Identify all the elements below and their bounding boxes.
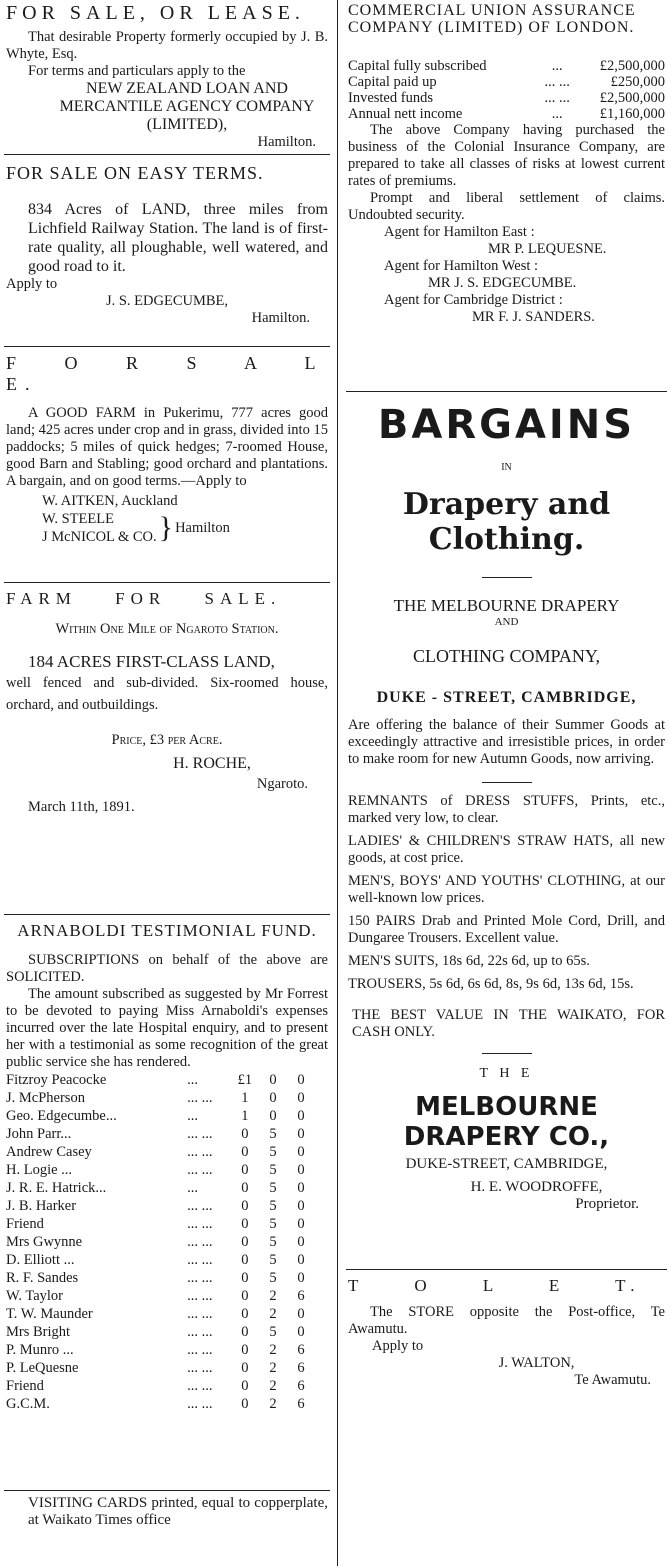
- subscriber-name: P. Munro ...: [6, 1342, 74, 1358]
- ad-title: FARM FOR SALE.: [6, 589, 282, 608]
- ad-farm-for-sale: [4, 589, 330, 911]
- ad-proprietor-label: Proprietor.: [575, 1196, 639, 1212]
- agent-west-label: Agent for Hamilton West :: [384, 258, 539, 274]
- subscriber-pence: 0: [297, 1234, 305, 1250]
- column-rule: [337, 0, 338, 1566]
- subscriber-shillings: 5: [269, 1126, 277, 1142]
- subscriber-shillings: 2: [269, 1306, 277, 1322]
- ad-body: The STORE opposite the Post-office, Te Awamutu.: [348, 1304, 665, 1337]
- ad-terms: For terms and particulars apply to the: [28, 63, 246, 79]
- ad-place: Hamilton.: [251, 310, 310, 326]
- subscriber-shillings: 5: [269, 1162, 277, 1178]
- divider: [4, 582, 330, 583]
- right-column: [346, 0, 667, 1566]
- ad-body-purchase: The above Company having purchased the business of the Colonial Insurance Company, are prepared to take all classes of risks at lowest current rates of premiums.: [348, 122, 665, 189]
- ad-place: Ngaroto.: [256, 776, 308, 792]
- ad-company: NEW ZEALAND LOAN AND MERCANTILE AGENCY COMPANY (LIMITED),: [59, 80, 315, 133]
- ad-body-description: The amount subscribed as suggested by Mr Forrest to be devoted to paying Miss Arnaboldi's expenses incurred over the late Hospital enquiry, and to present her with a testimonial as some recognition of the great public service she has rendered.: [6, 986, 328, 1070]
- subscriber-pounds: 0: [241, 1126, 249, 1142]
- subscriber-row: [6, 1323, 315, 1341]
- drapery-item: REMNANTS of DRESS STUFFS, Prints, etc., marked very low, to clear.: [348, 793, 665, 826]
- capital-label: Capital paid up: [348, 74, 437, 90]
- subscriber-name: Friend: [6, 1216, 44, 1232]
- divider: [4, 914, 330, 915]
- subscriber-shillings: 0: [269, 1072, 277, 1088]
- subscriber-pence: 6: [297, 1360, 305, 1376]
- subscriber-shillings: 2: [269, 1396, 277, 1412]
- capital-label: Capital fully subscribed: [348, 58, 487, 74]
- ad-proprietor-name: H. E. WOODROFFE,: [470, 1179, 603, 1195]
- subscriber-shillings: 5: [269, 1324, 277, 1340]
- subscriber-name: R. F. Sandes: [6, 1270, 79, 1286]
- ad-body: well fenced and sub-divided. Six-roomed house, orchard, and outbuildings.: [6, 675, 328, 713]
- agent-steele: W. STEELE: [42, 511, 114, 527]
- divider: [346, 1269, 667, 1270]
- subscriber-name: J. R. E. Hatrick...: [6, 1180, 107, 1196]
- subscriber-dots: ... ...: [187, 1306, 213, 1322]
- subscriber-pounds: 0: [241, 1324, 249, 1340]
- ad-headline: BARGAINS: [377, 402, 636, 448]
- subscriber-shillings: 5: [269, 1198, 277, 1214]
- divider: [4, 154, 330, 155]
- subscriber-dots: ... ...: [187, 1378, 213, 1394]
- ad-apply: Apply to: [372, 1338, 424, 1354]
- subscriber-pence: 0: [297, 1144, 305, 1160]
- subscriber-pounds: 0: [241, 1378, 249, 1394]
- capital-label: Annual nett income: [348, 106, 463, 122]
- subscriber-row: [6, 1359, 315, 1377]
- subscriber-name: T. W. Maunder: [6, 1306, 93, 1322]
- drapery-item: MEN'S, BOYS' AND YOUTHS' CLOTHING, at our well-known low prices.: [348, 873, 665, 906]
- subscriber-dots: ... ...: [187, 1162, 213, 1178]
- subscriber-row: [6, 1215, 315, 1233]
- ad-title: COMMERCIAL UNION ASSURANCE COMPANY (LIMITED) OF LONDON.: [348, 2, 636, 36]
- ad-body: VISITING CARDS printed, equal to copperplate, at Waikato Times office: [28, 1495, 328, 1528]
- ad-commercial-union: [346, 2, 667, 388]
- subscriber-pence: 6: [297, 1342, 305, 1358]
- capital-value: £250,000: [610, 74, 665, 90]
- ad-in: IN: [501, 462, 512, 473]
- subscriber-name: G.C.M.: [6, 1396, 50, 1412]
- subscriber-dots: ... ...: [187, 1144, 213, 1160]
- subscriber-name: Mrs Bright: [6, 1324, 71, 1340]
- ad-company-line1: THE MELBOURNE DRAPERY: [393, 596, 620, 615]
- subscriber-pounds: 0: [241, 1252, 249, 1268]
- capital-value: £2,500,000: [599, 90, 665, 106]
- ad-body-claims: Prompt and liberal settlement of claims. Undoubted security.: [348, 190, 665, 223]
- drapery-item: MEN'S SUITS, 18s 6d, 22s 6d, up to 65s.: [348, 953, 590, 969]
- subscriber-pounds: 0: [241, 1234, 249, 1250]
- subscriber-pounds: 0: [241, 1396, 249, 1412]
- subscriber-shillings: 5: [269, 1180, 277, 1196]
- subscriber-dots: ... ...: [187, 1216, 213, 1232]
- subscriber-dots: ... ...: [187, 1342, 213, 1358]
- subscriber-dots: ... ...: [187, 1198, 213, 1214]
- divider: [4, 1490, 330, 1491]
- ad-place: Te Awamutu.: [574, 1372, 651, 1388]
- subscriber-name: P. LeQuesne: [6, 1360, 79, 1376]
- subscriber-pence: 0: [297, 1162, 305, 1178]
- subscriber-row: [6, 1305, 315, 1323]
- divider: [482, 782, 532, 783]
- divider: [4, 346, 330, 347]
- subscriber-pounds: 0: [241, 1216, 249, 1232]
- ad-apply: Apply to: [6, 276, 58, 292]
- subscriber-dots: ...: [187, 1180, 198, 1196]
- subscriber-shillings: 2: [269, 1288, 277, 1304]
- subscriber-pence: 0: [297, 1216, 305, 1232]
- subscriber-pence: 0: [297, 1180, 305, 1196]
- subscriber-shillings: 5: [269, 1234, 277, 1250]
- subscriber-row: [6, 1107, 315, 1125]
- subscriber-name: D. Elliott ...: [6, 1252, 75, 1268]
- subscriber-pence: 0: [297, 1324, 305, 1340]
- subscriber-name: Fitzroy Peacocke: [6, 1072, 107, 1088]
- ad-best-value: THE BEST VALUE IN THE WAIKATO, FOR CASH ONLY.: [352, 1007, 665, 1040]
- drapery-item: LADIES' & CHILDREN'S STRAW HATS, all new goods, at cost price.: [348, 833, 665, 866]
- subscriber-pence: 0: [297, 1306, 305, 1322]
- subscriber-pounds: 0: [241, 1270, 249, 1286]
- subscriber-dots: ... ...: [187, 1126, 213, 1142]
- ad-title: T O L E T.: [348, 1276, 641, 1295]
- ad-body: A GOOD FARM in Pukerimu, 777 acres good land; 425 acres under crop and in grass, divided into 15 paddocks; 5 miles of quick hedges; 7-roomed House, good Barn and Stabling; good orchard and plantations. A bargain, and on good terms.—Apply to: [6, 405, 328, 489]
- subscriber-row: [6, 1377, 315, 1395]
- subscriber-dots: ... ...: [187, 1288, 213, 1304]
- subscriber-dots: ... ...: [187, 1234, 213, 1250]
- subscriber-name: Friend: [6, 1378, 44, 1394]
- ad-body-solicited: SUBSCRIPTIONS on behalf of the above are SOLICITED.: [6, 952, 328, 985]
- subscriber-name: Mrs Gwynne: [6, 1234, 83, 1250]
- subscriber-table: [6, 1071, 315, 1413]
- subscriber-name: J. McPherson: [6, 1090, 85, 1106]
- ad-title: ARNABOLDI TESTIMONIAL FUND.: [17, 921, 317, 940]
- ad-melbourne-drapery: [346, 402, 667, 1266]
- subscriber-pence: 0: [297, 1270, 305, 1286]
- subscriber-dots: ... ...: [187, 1270, 213, 1286]
- agent-east-label: Agent for Hamilton East :: [384, 224, 535, 240]
- capital-value: £2,500,000: [599, 58, 665, 74]
- ad-body: That desirable Property formerly occupied by J. B. Whyte, Esq.: [6, 29, 328, 62]
- subscriber-shillings: 5: [269, 1216, 277, 1232]
- ad-company-big: MELBOURNE DRAPERY CO.,: [403, 1092, 610, 1152]
- divider: [482, 1053, 532, 1054]
- ad-for-sale-easy-terms: [4, 163, 330, 343]
- ad-headline: 184 ACRES FIRST-CLASS LAND,: [28, 652, 275, 671]
- agent-aitken: W. AITKEN, Auckland: [42, 493, 178, 509]
- left-column: [4, 0, 330, 1566]
- ad-farm-pukerimu: [4, 353, 330, 579]
- ad-title: F O R S A L E.: [6, 353, 323, 394]
- agent-place: Hamilton: [175, 520, 230, 536]
- drapery-item: TROUSERS, 5s 6d, 6s 6d, 8s, 9s 6d, 13s 6d, 15s.: [348, 976, 634, 992]
- subscriber-dots: ... ...: [187, 1360, 213, 1376]
- ad-company-line2: CLOTHING COMPANY,: [412, 646, 601, 666]
- ad-date: March 11th, 1891.: [28, 799, 135, 815]
- subscriber-row: [6, 1161, 315, 1179]
- subscriber-name: J. B. Harker: [6, 1198, 77, 1214]
- subscriber-dots: ... ...: [187, 1252, 213, 1268]
- subscriber-pounds: 1: [241, 1108, 249, 1124]
- subscriber-row: [6, 1071, 315, 1089]
- agent-mcnicol: J McNICOL & CO.: [42, 529, 157, 545]
- subscriber-pence: 0: [297, 1252, 305, 1268]
- subscriber-row: [6, 1251, 315, 1269]
- subscriber-dots: ...: [187, 1108, 198, 1124]
- subscriber-shillings: 0: [269, 1108, 277, 1124]
- subscriber-row: [6, 1089, 315, 1107]
- capital-dots: ... ...: [544, 74, 570, 90]
- subscriber-pounds: 0: [241, 1162, 249, 1178]
- capital-dots: ...: [551, 58, 563, 74]
- divider: [482, 577, 532, 578]
- capital-row: [348, 106, 665, 122]
- subscriber-name: John Parr...: [6, 1126, 72, 1142]
- ad-visiting-cards: [4, 1495, 330, 1529]
- ad-the: T H E: [479, 1066, 534, 1081]
- ad-price: Price, £3 per Acre.: [111, 732, 223, 748]
- subscriber-pence: 0: [297, 1072, 305, 1088]
- ad-title: FOR SALE ON EASY TERMS.: [6, 163, 264, 183]
- drapery-item: 150 PAIRS Drab and Printed Mole Cord, Drill, and Dungaree Trousers. Excellent value.: [348, 913, 665, 946]
- drapery-items: [348, 793, 665, 993]
- subscriber-pounds: 0: [241, 1180, 249, 1196]
- subscriber-shillings: 2: [269, 1378, 277, 1394]
- subscriber-row: [6, 1341, 315, 1359]
- agent-cambridge-name: MR F. J. SANDERS.: [472, 309, 595, 325]
- agent-cambridge-label: Agent for Cambridge District :: [384, 292, 563, 308]
- subscriber-row: [6, 1287, 315, 1305]
- subscriber-pence: 0: [297, 1198, 305, 1214]
- ad-body: 834 Acres of LAND, three miles from Lichfield Railway Station. The land is of first-rate quality, all ploughable, well watered, and good road to it.: [28, 201, 328, 275]
- subscriber-name: Andrew Casey: [6, 1144, 92, 1160]
- subscriber-pounds: £1: [237, 1072, 253, 1088]
- ad-subline: Drapery and Clothing.: [402, 487, 611, 557]
- subscriber-dots: ... ...: [187, 1396, 213, 1412]
- ad-title: FOR SALE, OR LEASE.: [6, 2, 305, 24]
- ad-name: J. WALTON,: [498, 1355, 575, 1371]
- subscriber-pounds: 0: [241, 1360, 249, 1376]
- subscriber-dots: ... ...: [187, 1090, 213, 1106]
- agent-west-name: MR J. S. EDGECUMBE.: [428, 275, 577, 291]
- subscriber-shillings: 5: [269, 1252, 277, 1268]
- ad-name: J. S. EDGECUMBE,: [105, 293, 229, 309]
- subscriber-shillings: 5: [269, 1270, 277, 1286]
- subscriber-pence: 6: [297, 1378, 305, 1394]
- subscriber-pounds: 0: [241, 1288, 249, 1304]
- subscriber-name: W. Taylor: [6, 1288, 63, 1304]
- capital-value: £1,160,000: [599, 106, 665, 122]
- ad-body: Are offering the balance of their Summer Goods at exceedingly attractive and irresistible prices, in order to make room for new Autumn Goods, now arriving.: [348, 717, 665, 767]
- capital-dots: ...: [551, 106, 563, 122]
- subscriber-shillings: 5: [269, 1144, 277, 1160]
- agent-east-name: MR P. LEQUESNE.: [488, 241, 607, 257]
- subscriber-dots: ... ...: [187, 1324, 213, 1340]
- subscriber-dots: ...: [187, 1072, 198, 1088]
- brace-icon: }: [158, 511, 174, 544]
- capital-label: Invested funds: [348, 90, 433, 106]
- ad-for-sale-or-lease: [4, 2, 330, 151]
- subscriber-row: [6, 1125, 315, 1143]
- capital-row: [348, 90, 665, 106]
- subscriber-row: [6, 1233, 315, 1251]
- subscriber-shillings: 2: [269, 1360, 277, 1376]
- ad-place: Hamilton.: [257, 134, 316, 150]
- ad-subtitle: Within One Mile of Ngaroto Station.: [55, 621, 279, 637]
- subscriber-shillings: 2: [269, 1342, 277, 1358]
- subscriber-row: [6, 1143, 315, 1161]
- subscriber-row: [6, 1197, 315, 1215]
- capital-row: [348, 58, 665, 74]
- ad-name: H. ROCHE,: [173, 755, 251, 772]
- capital-dots: ... ...: [544, 90, 570, 106]
- ad-and: AND: [494, 616, 519, 628]
- capital-row: [348, 74, 665, 90]
- subscriber-pounds: 1: [241, 1090, 249, 1106]
- subscriber-pounds: 0: [241, 1198, 249, 1214]
- ad-street: DUKE - STREET, CAMBRIDGE,: [376, 689, 637, 706]
- subscriber-row: [6, 1179, 315, 1197]
- subscriber-row: [6, 1269, 315, 1287]
- subscriber-pence: 0: [297, 1126, 305, 1142]
- subscriber-name: Geo. Edgecumbe...: [6, 1108, 117, 1124]
- subscriber-pence: 6: [297, 1288, 305, 1304]
- ad-to-let: [346, 1276, 667, 1389]
- ad-arnaboldi-fund: [4, 921, 330, 1487]
- subscriber-row: [6, 1395, 315, 1413]
- subscriber-pence: 6: [297, 1396, 305, 1412]
- divider: [346, 391, 667, 392]
- subscriber-pounds: 0: [241, 1342, 249, 1358]
- capital-table: [348, 58, 665, 122]
- subscriber-pence: 0: [297, 1090, 305, 1106]
- subscriber-shillings: 0: [269, 1090, 277, 1106]
- ad-street2: DUKE-STREET, CAMBRIDGE,: [405, 1156, 608, 1172]
- subscriber-pounds: 0: [241, 1144, 249, 1160]
- subscriber-name: H. Logie ...: [6, 1162, 73, 1178]
- subscriber-pence: 0: [297, 1108, 305, 1124]
- subscriber-pounds: 0: [241, 1306, 249, 1322]
